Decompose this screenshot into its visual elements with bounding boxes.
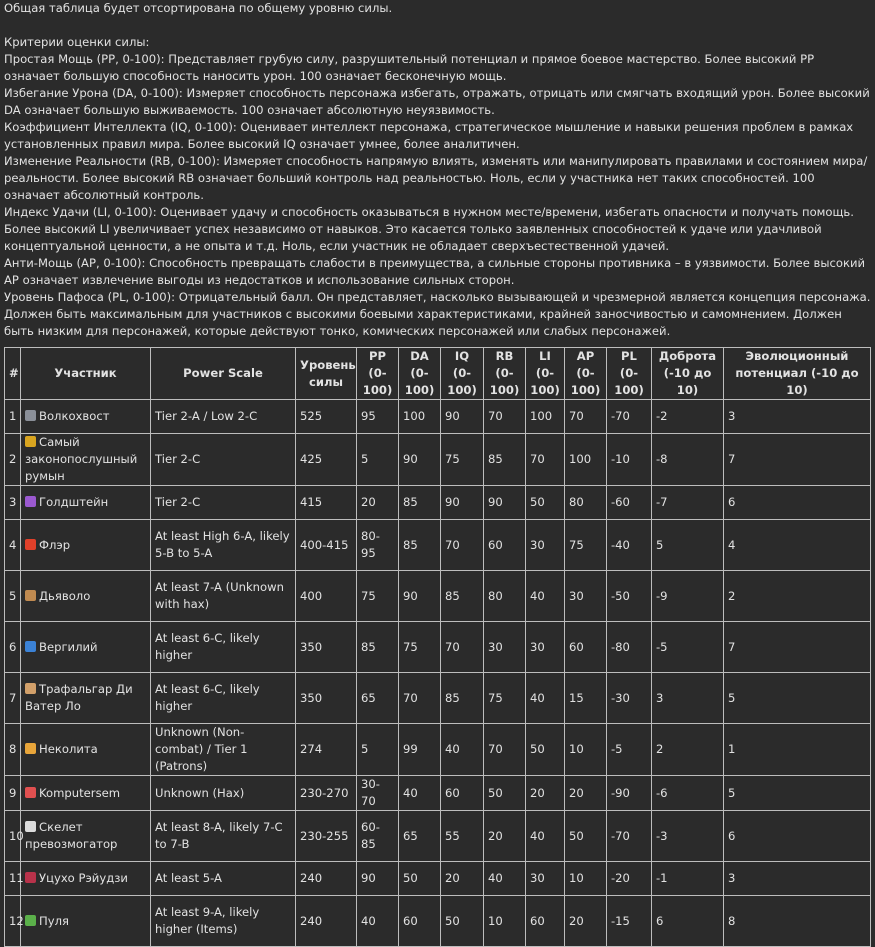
column-header: Эволюционный потенциал (-10 до 10) <box>724 348 871 400</box>
intro-text: Общая таблица будет отсортирована по общему уровню силы. <box>4 1 393 15</box>
cell-li: 30 <box>526 622 565 673</box>
cell-pp: 85 <box>357 622 399 673</box>
skull-icon <box>25 821 36 832</box>
cell-li: 40 <box>526 811 565 862</box>
cell-pp: 5 <box>357 434 399 486</box>
table-header-row <box>5 348 871 400</box>
cell-kind: 5 <box>652 520 724 571</box>
participant-name: Флэр <box>39 537 71 552</box>
cell-rb: 30 <box>484 622 526 673</box>
collision-icon <box>25 539 36 550</box>
row-number: 9 <box>5 776 21 811</box>
cell-pl: -15 <box>607 896 652 947</box>
table-row <box>5 622 871 673</box>
cell-da: 50 <box>399 862 441 896</box>
cell-scale: Tier 2-C <box>151 486 296 520</box>
participant-cell <box>21 434 151 486</box>
cell-pl: -40 <box>607 520 652 571</box>
cell-scale: At least 5-A <box>151 862 296 896</box>
cell-pp: 75 <box>357 571 399 622</box>
cell-iq: 85 <box>441 673 484 724</box>
doctor-icon <box>25 683 36 694</box>
table-row <box>5 520 871 571</box>
cell-evo: 1 <box>724 724 871 776</box>
participant-name: Вергилий <box>39 639 98 654</box>
participant-name: Волкохвост <box>39 409 110 423</box>
participant-name: Дьяволо <box>39 588 91 603</box>
table-row <box>5 571 871 622</box>
cell-pp: 5 <box>357 724 399 776</box>
cell-kind: -8 <box>652 434 724 486</box>
cell-iq: 70 <box>441 622 484 673</box>
column-header: DA (0-100) <box>399 348 441 400</box>
cell-level: 230-270 <box>296 776 357 811</box>
cell-scale: Tier 2-A / Low 2-C <box>151 400 296 434</box>
cell-ap: 30 <box>565 571 607 622</box>
column-header: LI (0-100) <box>526 348 565 400</box>
participant-cell <box>21 862 151 896</box>
cell-level: 240 <box>296 896 357 947</box>
table-row <box>5 486 871 520</box>
participant-cell <box>21 520 151 571</box>
cell-level: 525 <box>296 400 357 434</box>
cell-ap: 100 <box>565 434 607 486</box>
cell-ap: 70 <box>565 400 607 434</box>
participant-name: Komputersem <box>39 785 121 800</box>
cell-li: 30 <box>526 862 565 896</box>
cell-scale: At least 6-C, likely higher <box>151 673 296 724</box>
cell-evo: 3 <box>724 400 871 434</box>
cell-iq: 85 <box>441 571 484 622</box>
cell-scale: Unknown (Non-combat) / Tier 1 (Patrons) <box>151 724 296 776</box>
cell-ap: 75 <box>565 520 607 571</box>
cell-level: 350 <box>296 673 357 724</box>
cell-da: 99 <box>399 724 441 776</box>
criteria-item: Анти-Мощь (AP, 0-100): Способность превращать слабости в преимущества, а сильные стороны противника – в уязвимости. Более высокий AP означает извлечение выгоды из недостатков и использование сильных сторон. <box>4 256 866 287</box>
cell-pl: -50 <box>607 571 652 622</box>
column-header: Power Scale <box>151 348 296 400</box>
cell-rb: 60 <box>484 520 526 571</box>
cell-rb: 80 <box>484 571 526 622</box>
cell-iq: 40 <box>441 724 484 776</box>
participant-cell <box>21 673 151 724</box>
cell-kind: -3 <box>652 811 724 862</box>
cell-pl: -80 <box>607 622 652 673</box>
column-header: Уровень силы <box>296 348 357 400</box>
cell-pp: 80-95 <box>357 520 399 571</box>
row-number: 4 <box>5 520 21 571</box>
cell-ap: 10 <box>565 862 607 896</box>
row-number: 1 <box>5 400 21 434</box>
cell-kind: -9 <box>652 571 724 622</box>
cell-rb: 70 <box>484 724 526 776</box>
participant-name: Уцухо Рэйудзи <box>39 871 128 885</box>
cell-level: 425 <box>296 434 357 486</box>
participant-cell <box>21 724 151 776</box>
cell-li: 50 <box>526 724 565 776</box>
cell-ap: 15 <box>565 673 607 724</box>
cell-da: 65 <box>399 811 441 862</box>
criteria-item: Индекс Удачи (LI, 0-100): Оценивает удачу и способность оказываться в нужном месте/времени, избегать опасности и получать помощь. Более высокий LI увеличивает успех независимо от навыков. Это касается только заявленных способностей к удаче или удачливой концептуальной ценности, а не опыта и т.д. Ноль, если участник не обладает сверхъестественной удачей. <box>4 205 854 253</box>
column-header: # <box>5 348 21 400</box>
cell-kind: -6 <box>652 776 724 811</box>
table-row <box>5 862 871 896</box>
column-header: RB (0-100) <box>484 348 526 400</box>
cell-rb: 75 <box>484 673 526 724</box>
participant-cell <box>21 400 151 434</box>
cell-da: 85 <box>399 486 441 520</box>
cell-iq: 50 <box>441 896 484 947</box>
table-row <box>5 896 871 947</box>
row-number: 7 <box>5 673 21 724</box>
ninja-icon <box>25 872 36 883</box>
cell-level: 240 <box>296 862 357 896</box>
cell-ap: 50 <box>565 811 607 862</box>
cell-evo: 5 <box>724 776 871 811</box>
criteria-item: Избегание Урона (DA, 0-100): Измеряет способность персонажа избегать, отражать, отрицать или смягчать входящий урон. Более высокий DA означает большую выживаемость. 100 означает абсолютную неуязвимость. <box>4 86 870 117</box>
cell-pp: 60-85 <box>357 811 399 862</box>
cell-ap: 60 <box>565 622 607 673</box>
pistol-icon <box>25 915 36 926</box>
cell-scale: At least 6-C, likely higher <box>151 622 296 673</box>
cell-pp: 95 <box>357 400 399 434</box>
table-row <box>5 673 871 724</box>
blue-circle-icon <box>25 641 36 652</box>
clown-face-icon <box>25 787 36 798</box>
cell-li: 70 <box>526 434 565 486</box>
cell-pp: 20 <box>357 486 399 520</box>
cell-kind: -1 <box>652 862 724 896</box>
cell-kind: -5 <box>652 622 724 673</box>
cell-da: 40 <box>399 776 441 811</box>
criteria-list <box>4 34 871 340</box>
criteria-item: Коэффициент Интеллекта (IQ, 0-100): Оценивает интеллект персонажа, стратегическое мышление и навыки решения проблем в рамках установленных правил мира. Более высокий IQ означает умнее, более аналитичен. <box>4 120 854 151</box>
cell-level: 350 <box>296 622 357 673</box>
cell-level: 415 <box>296 486 357 520</box>
cell-evo: 6 <box>724 811 871 862</box>
cell-rb: 90 <box>484 486 526 520</box>
cell-pp: 30-70 <box>357 776 399 811</box>
cell-ap: 20 <box>565 776 607 811</box>
ranking-table <box>4 347 871 947</box>
cell-li: 50 <box>526 486 565 520</box>
participant-cell <box>21 776 151 811</box>
cell-scale: At least 9-A, likely higher (Items) <box>151 896 296 947</box>
cell-pl: -70 <box>607 811 652 862</box>
row-number: 12 <box>5 896 21 947</box>
cell-kind: 3 <box>652 673 724 724</box>
cell-pp: 65 <box>357 673 399 724</box>
cell-iq: 90 <box>441 486 484 520</box>
table-row <box>5 400 871 434</box>
participant-cell <box>21 811 151 862</box>
column-header: PL (0-100) <box>607 348 652 400</box>
column-header: PP (0-100) <box>357 348 399 400</box>
cell-da: 90 <box>399 434 441 486</box>
cell-rb: 70 <box>484 400 526 434</box>
table-row <box>5 776 871 811</box>
cell-scale: At least High 6-A, likely 5-B to 5-A <box>151 520 296 571</box>
star-of-david-icon <box>25 496 36 507</box>
cell-evo: 7 <box>724 434 871 486</box>
participant-cell <box>21 571 151 622</box>
cell-evo: 6 <box>724 486 871 520</box>
criteria-item: Изменение Реальности (RB, 0-100): Измеряет способность напрямую влиять, изменять или манипулировать правилами и состоянием мира/реальности. Более высокий RB означает больший контроль над реальностью. Ноль, если у участника нет таких способностей. 100 означает абсолютный контроль. <box>4 154 868 202</box>
wolf-icon <box>25 410 36 421</box>
cell-level: 230-255 <box>296 811 357 862</box>
cell-rb: 50 <box>484 776 526 811</box>
cell-scale: Unknown (Hax) <box>151 776 296 811</box>
criteria-item: Уровень Пафоса (PL, 0-100): Отрицательный балл. Он представляет, насколько вызывающей и чрезмерной является концепция персонажа. Должен быть максимальным для участников с высокими боевыми характеристиками, крайней заносчивостью и самомнением. Должен быть низким для персонажей, которые действуют тонко, комических персонажей или слабых персонажей. <box>4 290 871 338</box>
cell-rb: 10 <box>484 896 526 947</box>
cell-iq: 70 <box>441 520 484 571</box>
cell-scale: Tier 2-C <box>151 434 296 486</box>
table-row <box>5 811 871 862</box>
column-header: Участник <box>21 348 151 400</box>
cell-ap: 20 <box>565 896 607 947</box>
money-bag-icon <box>25 436 36 447</box>
cell-iq: 90 <box>441 400 484 434</box>
cell-da: 90 <box>399 571 441 622</box>
cell-pp: 90 <box>357 862 399 896</box>
participant-name: Неколита <box>39 742 98 756</box>
cell-li: 60 <box>526 896 565 947</box>
content <box>0 0 875 340</box>
cell-pl: -60 <box>607 486 652 520</box>
participant-cell <box>21 622 151 673</box>
table-row <box>5 434 871 486</box>
row-number: 5 <box>5 571 21 622</box>
row-number: 6 <box>5 622 21 673</box>
column-header: AP (0-100) <box>565 348 607 400</box>
cell-kind: 6 <box>652 896 724 947</box>
row-number: 3 <box>5 486 21 520</box>
cell-level: 400-415 <box>296 520 357 571</box>
cell-evo: 3 <box>724 862 871 896</box>
cell-evo: 7 <box>724 622 871 673</box>
cell-scale: At least 8-A, likely 7-C to 7-B <box>151 811 296 862</box>
cell-li: 20 <box>526 776 565 811</box>
row-number: 10 <box>5 811 21 862</box>
cell-li: 30 <box>526 520 565 571</box>
cell-rb: 20 <box>484 811 526 862</box>
participant-name: Трафальгар Ди Ватер Ло <box>25 682 133 713</box>
cell-kind: -2 <box>652 400 724 434</box>
cell-kind: -7 <box>652 486 724 520</box>
cell-evo: 2 <box>724 571 871 622</box>
cell-rb: 85 <box>484 434 526 486</box>
participant-cell <box>21 896 151 947</box>
cell-pl: -90 <box>607 776 652 811</box>
cell-da: 70 <box>399 673 441 724</box>
cell-evo: 5 <box>724 673 871 724</box>
cell-rb: 40 <box>484 862 526 896</box>
cell-iq: 60 <box>441 776 484 811</box>
cell-pp: 40 <box>357 896 399 947</box>
cell-li: 100 <box>526 400 565 434</box>
cell-evo: 4 <box>724 520 871 571</box>
cell-pl: -5 <box>607 724 652 776</box>
cell-evo: 8 <box>724 896 871 947</box>
cell-ap: 10 <box>565 724 607 776</box>
cat-face-icon <box>25 743 36 754</box>
cell-pl: -10 <box>607 434 652 486</box>
cell-da: 60 <box>399 896 441 947</box>
table-body <box>5 400 871 947</box>
cell-scale: At least 7-A (Unknown with hax) <box>151 571 296 622</box>
participant-name: Пуля <box>39 913 69 928</box>
cell-li: 40 <box>526 673 565 724</box>
cell-da: 75 <box>399 622 441 673</box>
participant-cell <box>21 486 151 520</box>
row-number: 8 <box>5 724 21 776</box>
cell-pl: -20 <box>607 862 652 896</box>
cell-iq: 75 <box>441 434 484 486</box>
cell-da: 100 <box>399 400 441 434</box>
person-icon <box>25 590 36 601</box>
criteria-heading: Критерии оценки силы: <box>4 35 150 49</box>
participant-name: Скелет превозмогатор <box>25 820 118 851</box>
criteria-item: Простая Мощь (PP, 0-100): Представляет грубую силу, разрушительный потенциал и прямое боевое мастерство. Более высокий PP означает большую способность наносить урон. 100 означает бесконечную мощь. <box>4 52 815 83</box>
cell-level: 274 <box>296 724 357 776</box>
cell-kind: 2 <box>652 724 724 776</box>
cell-level: 400 <box>296 571 357 622</box>
cell-iq: 55 <box>441 811 484 862</box>
column-header: IQ (0-100) <box>441 348 484 400</box>
cell-pl: -30 <box>607 673 652 724</box>
participant-name: Самый законопослушный румын <box>25 435 138 483</box>
column-header: Доброта (-10 до 10) <box>652 348 724 400</box>
cell-iq: 20 <box>441 862 484 896</box>
cell-pl: -70 <box>607 400 652 434</box>
cell-li: 40 <box>526 571 565 622</box>
row-number: 11 <box>5 862 21 896</box>
table-row <box>5 724 871 776</box>
row-number: 2 <box>5 434 21 486</box>
cell-da: 85 <box>399 520 441 571</box>
cell-ap: 80 <box>565 486 607 520</box>
participant-name: Голдштейн <box>39 495 109 509</box>
